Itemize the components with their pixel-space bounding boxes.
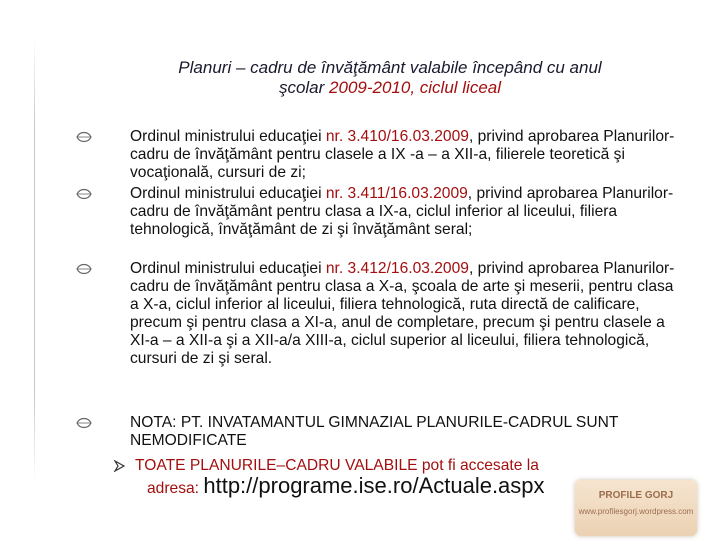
sub-bullet-address [147, 473, 545, 498]
item-text-post: , privind aprobarea Planurilor-cadru de învăţământ pentru clasa a X-a, şcoala de arte şi meserii, pentru clasa a X-a, ciclul inferior al liceului, filiera tehnologică, ruta directă de calificare, precum şi pentru clasa a XI-a, anul de completare, precum şi pentru clasele a XI-a – a XII-a şi a XII-a/a XIII-a, ciclul superior al liceului, filiera tehnologică, cursuri de zi şi seral. [130, 260, 675, 367]
sub-bullet-text: TOATE PLANURILE–CADRU VALABILE pot fi accesate la [135, 457, 539, 474]
order-number: nr. 3.412/16.03.2009 [325, 260, 469, 277]
leaf-bullet-icon [76, 263, 92, 275]
watermark-logo [575, 480, 697, 536]
slide-divider [34, 38, 35, 482]
title-line-1: Planuri – cadru de învăţământ valabile începând cu anul [178, 58, 602, 77]
item-text-post: , privind aprobarea Planurilor-cadru de învăţământ pentru clasele a IX -a – a XII-a, filierele teoretică şi vocaţională, cursuri de zi; [130, 128, 675, 181]
title-line-2-text: şcolar [278, 78, 330, 97]
leaf-bullet-icon [76, 131, 92, 143]
item-text-pre: Ordinul ministrului educaţiei [130, 260, 326, 277]
bullet-item-order-3412 [130, 260, 675, 368]
programe-link[interactable]: http://programe.ise.ro/Actuale.aspx [203, 473, 545, 498]
leaf-bullet-icon [76, 417, 92, 429]
order-number: nr. 3.411/16.03.2009 [325, 185, 468, 202]
arrow-bullet-icon [113, 459, 125, 477]
leaf-bullet-icon [76, 188, 92, 200]
item-text-pre: Ordinul ministrului educaţiei [130, 128, 326, 145]
item-text-pre: Ordinul ministrului educaţiei [130, 185, 326, 202]
watermark-url: www.profilesgorj.wordpress.com [578, 507, 694, 516]
slide-title [100, 58, 680, 98]
title-years: 2009-2010, ciclul liceal [329, 78, 502, 97]
bullet-item-order-3411 [130, 185, 675, 239]
item-text-post: , privind aprobarea Planurilor-cadru de învăţământ pentru clasa a IX-a, ciclul inferior al liceului, filiera tehnologică, învăţământ de zi şi învăţământ seral; [130, 185, 674, 238]
note-text: NOTA: PT. INVATAMANTUL GIMNAZIAL PLANURILE-CADRUL SUNT NEMODIFICATE [130, 414, 619, 449]
address-label: adresa: [147, 480, 204, 497]
bullet-item-note [130, 414, 675, 450]
bullet-item-order-3410 [130, 128, 675, 182]
order-number: nr. 3.410/16.03.2009 [325, 128, 469, 145]
watermark-title: PROFILE GORJ [598, 490, 674, 501]
title-line-2 [100, 78, 680, 98]
